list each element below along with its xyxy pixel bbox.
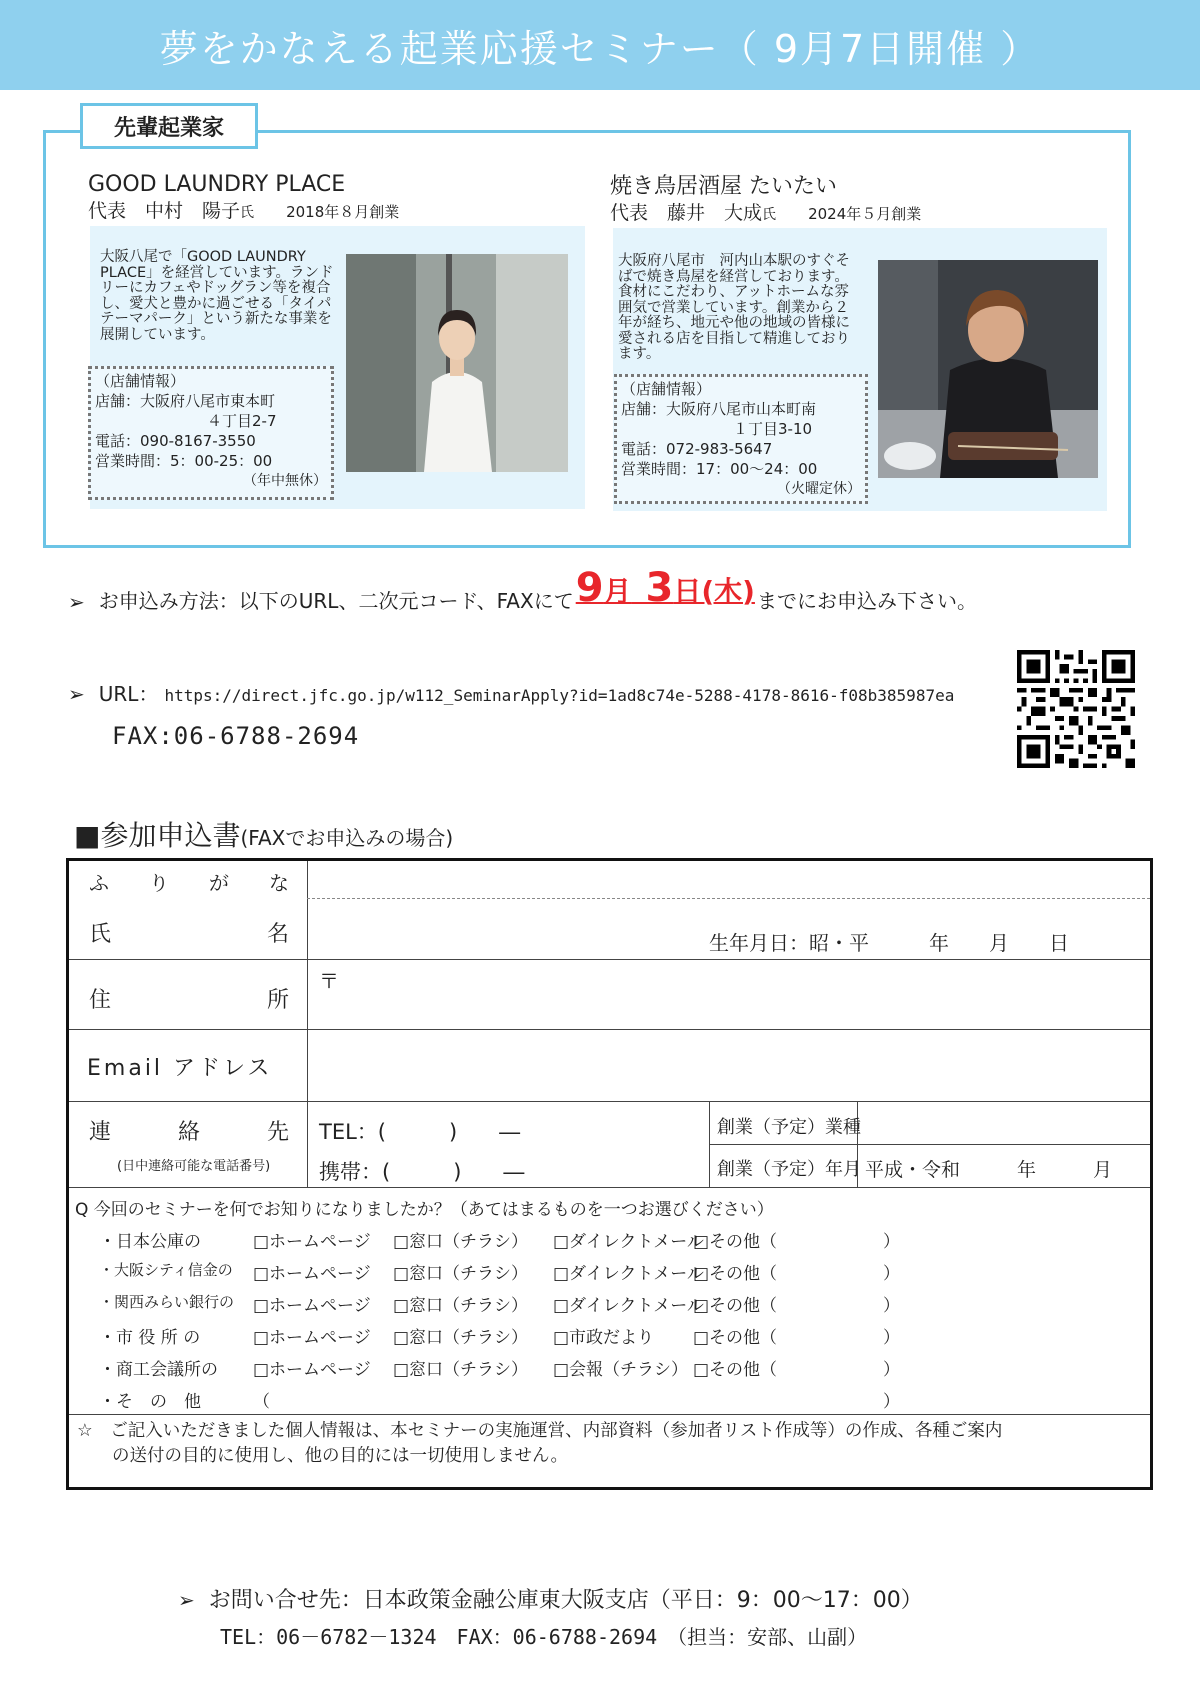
founded-date: 2024年５月創業 [808,205,922,223]
email-field[interactable] [309,1031,1149,1099]
source-row[interactable]: ・そ の 他 （ ） [99,1392,900,1412]
source-row[interactable]: ・関西みらい銀行の □ホームページ □窓口（チラシ） □ダイレクトメール □その他（ ） [99,1293,900,1316]
arrow-bullet-icon: ➢ [68,682,85,706]
arrow-bullet-icon: ➢ [178,1588,195,1612]
mobile-field[interactable]: 携帯：( ) ― [319,1160,525,1184]
source-row[interactable]: ・商工会議所の □ホームページ □窓口（チラシ） □会報（チラシ） □その他（ ） [99,1360,900,1380]
description: 大阪八尾で「GOOD LAUNDRY PLACE」を経営しています。ランドリーにカフェやドッグラン等を複合し、愛犬と豊かに過ごせる「タイパテーマパーク」という新たな事業を展開しています。 [100,249,334,343]
arrow-bullet-icon: ➢ [68,590,85,614]
source-row[interactable]: ・大阪シティ信金の □ホームページ □窓口（チラシ） □ダイレクトメール □その他（ ） [99,1261,900,1284]
shop-name: GOOD LAUNDRY PLACE [88,172,346,197]
furigana-field[interactable] [309,861,1149,897]
senpai-tab: 先輩起業家 [80,103,258,149]
email-label: Email アドレス [87,1056,273,1081]
address-label: 住 所 [89,988,289,1013]
apply-url-link[interactable]: https://direct.jfc.go.jp/w112_SeminarApply?id=1ad8c74e-5288-4178-8616-f08b385987ea [164,686,955,705]
founded-date: 2018年８月創業 [286,203,400,221]
shop-name: 焼き鳥居酒屋 たいたい [610,174,837,199]
apply-method: ➢ お申込み方法：以下のURL、二次元コード、FAXにて 9月 3日(木) までにお申込み下さい。 [68,565,977,614]
entrepreneur-left [88,172,588,512]
name-label: 氏 名 [89,922,289,947]
name-field[interactable] [309,901,709,957]
birthday-field[interactable]: 生年月日：昭・平 年 月 日 [709,931,1069,955]
shop-info: （店舗情報） 店舗：大阪府八尾市山本町南 １丁目3-10 電話：072-983-5647 営業時間：17：00～24：00 （火曜定休） [614,374,868,504]
representative: 代表 藤井 大成氏 2024年５月創業 [610,202,922,224]
industry-label: 創業（予定）業種 [717,1117,861,1138]
banner [0,0,1200,90]
banner-title: 夢をかなえる起業応援セミナー（ 9月7日開催 ） [159,26,1041,71]
description: 大阪府八尾市 河内山本駅のすぐそばで焼き鳥屋を経営しております。食材にこだわり、アットホームな雰囲気で営業しています。創業から２年が経ち、地元や他の地域の皆様に愛される店を目指して精進しております。 [618,253,850,362]
qr-code-icon[interactable] [1017,650,1135,768]
representative: 代表 中村 陽子氏 2018年８月創業 [88,200,400,222]
deadline: 9月 3日(木) [575,565,755,611]
year-label: 創業（予定）年月 [717,1159,861,1180]
source-row[interactable]: ・市 役 所 の □ホームページ □窓口（チラシ） □市政だより □その他（ ） [99,1328,900,1348]
contact-info: ➢ お問い合せ先：日本政策金融公庫東大阪支店（平日：9：00～17：00） TEL：06－6782－1324 FAX：06-6788-2694 （担当：安部、山副） [178,1588,923,1649]
furigana-label: ふ り が な [89,871,289,895]
question-text: Q 今回のセミナーを何でお知りになりましたか？（あてはまるものを一つお選びください） [75,1200,774,1220]
entrepreneur-photo [878,260,1098,478]
contact-note: (日中連絡可能な電話番号) [117,1159,271,1174]
entrepreneur-photo [346,254,568,472]
application-form [66,858,1153,1490]
source-row[interactable]: ・日本公庫の □ホームページ □窓口（チラシ） □ダイレクトメール □その他（ ） [99,1232,900,1252]
form-title: ■参加申込書(FAXでお申込みの場合) [74,819,454,852]
address-field[interactable] [309,961,1149,1027]
privacy-notice: ☆ ご記入いただきました個人情報は、本セミナーの実施運営、内部資料（参加者リスト作成等）の作成、各種ご案内 の送付の目的に使用し、他の目的には一切使用しません。 [77,1421,1003,1466]
url-line: ➢ URL： https://direct.jfc.go.jp/w112_SeminarApply?id=1ad8c74e-5288-4178-8616-f08b385987ea [68,682,955,706]
year-field[interactable]: 平成・令和 年 月 [865,1159,1113,1181]
contact-label: 連 絡 先 [89,1120,289,1145]
fax-number: FAX:06-6788-2694 [112,722,360,750]
entrepreneur-right [610,174,1110,514]
shop-info: （店舗情報） 店舗：大阪府八尾市東本町 ４丁目2-7 電話：090-8167-3550 営業時間：5：00-25：00 （年中無休） [88,366,334,500]
industry-field[interactable] [859,1103,1149,1143]
postal-mark: 〒 [319,969,339,993]
tel-field[interactable]: TEL：( ) ― [319,1120,521,1144]
